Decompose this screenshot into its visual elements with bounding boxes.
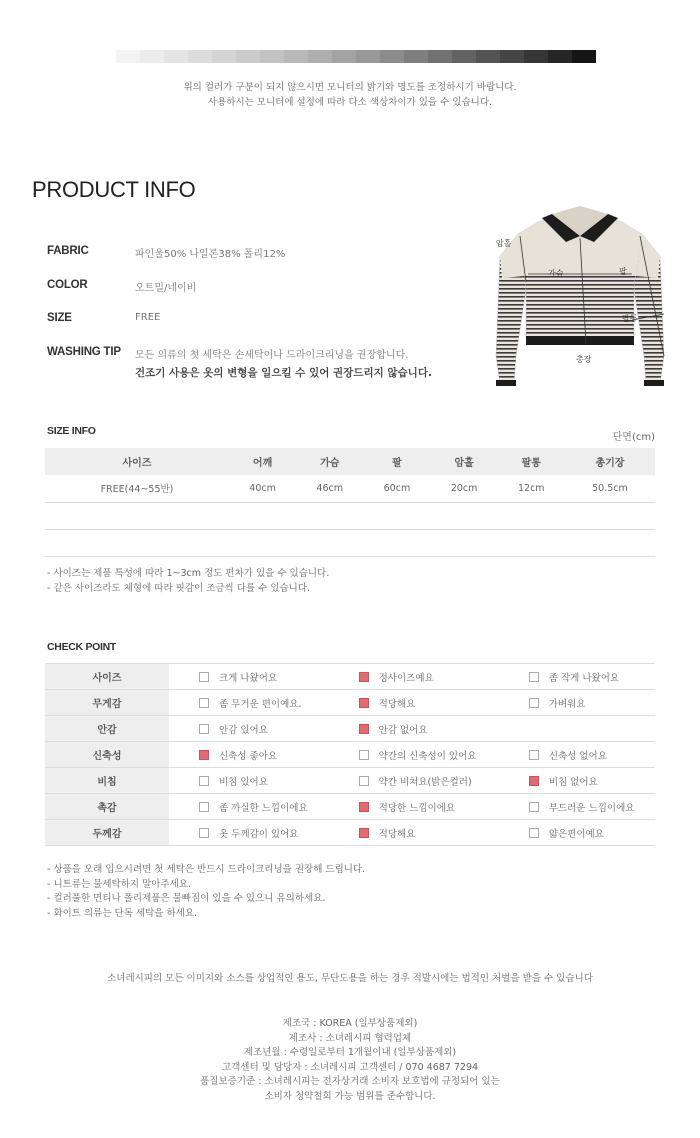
check-option (169, 820, 329, 846)
check-option (169, 664, 329, 690)
checkbox-icon (529, 802, 539, 812)
gradient-swatch (308, 50, 332, 63)
color-value: 오트밀/네이비 (135, 283, 197, 294)
checkbox-icon (199, 776, 209, 786)
size-col-sleeve: 팔통 (498, 448, 565, 475)
check-row (45, 794, 655, 820)
size-col-arm: 팔 (363, 448, 430, 475)
check-option-label: 적당해요 (378, 828, 416, 840)
checkbox-icon (199, 828, 209, 838)
checkbox-icon (199, 698, 209, 708)
check-option-label: 부드러운 느낌이에요 (548, 802, 635, 814)
check-row-label: 신축성 (45, 742, 169, 768)
diagram-label-armhole: 암홀 (496, 239, 512, 248)
diagram-label-chest: 가슴 (548, 269, 564, 278)
checkbox-icon (199, 802, 209, 812)
size-cell: 12cm (498, 475, 565, 502)
check-option (169, 794, 329, 820)
check-option-label: 정사이즈예요 (378, 672, 434, 684)
check-option-label: 얇은편이예요 (548, 828, 604, 840)
check-option (329, 820, 499, 846)
check-option (499, 794, 655, 820)
size-cell: FREE(44~55반) (45, 475, 229, 502)
gradient-swatch (548, 50, 572, 63)
table-row (45, 475, 655, 502)
checkbox-icon (359, 776, 369, 786)
checkbox-icon (359, 802, 369, 812)
copyright-notice: 소녀레시피의 모든 이미지와 소스를 상업적인 용도, 무단도용을 하는 경우 적발시에는 법적인 처벌을 받을 수 있습니다 (107, 973, 593, 984)
check-option (499, 664, 655, 690)
check-option-label: 크게 나왔어요 (219, 672, 278, 684)
check-option (329, 742, 499, 768)
check-row (45, 742, 655, 768)
care-note-1: - 상품을 오래 입으시려면 첫 세탁은 반드시 드라이크리닝을 권장해 드립니다. (47, 864, 366, 875)
check-option (499, 716, 655, 742)
check-row-label: 촉감 (45, 794, 169, 820)
footer-line: 소비자 청약철회 가능 범위를 준수합니다. (264, 1090, 436, 1102)
gradient-swatch (212, 50, 236, 63)
gradient-swatch (116, 50, 140, 63)
color-label: COLOR (47, 279, 88, 291)
monitor-notice-line1: 위의 컬러가 구분이 되지 않으시면 모니터의 밝기와 명도를 조정하시기 바랍니다. (183, 82, 517, 93)
gradient-swatch (356, 50, 380, 63)
check-option (169, 742, 329, 768)
check-option-label: 안감 있어요 (219, 724, 268, 736)
check-row-label: 두께감 (45, 820, 169, 846)
diagram-label-arm: 팔 (619, 267, 627, 276)
check-option-label: 좀 까실한 느낌이에요 (219, 802, 308, 814)
divider (45, 556, 655, 557)
check-row (45, 664, 655, 690)
care-notes (47, 863, 365, 921)
size-col-armhole: 암홀 (431, 448, 498, 475)
check-option (329, 716, 499, 742)
care-note-3: - 컬러풀한 면티나 폴리제품은 물빠짐이 있을 수 있으니 유의하세요. (47, 893, 326, 904)
brightness-gradient-bar (116, 50, 596, 63)
checkbox-icon (199, 750, 209, 760)
washing-label: WASHING TIP (47, 346, 121, 358)
size-cell: 60cm (363, 475, 430, 502)
check-option-label: 옷 두께감이 있어요 (219, 828, 299, 840)
check-option (169, 690, 329, 716)
size-cell: 50.5cm (565, 475, 655, 502)
size-notes (47, 567, 329, 596)
gradient-swatch (188, 50, 212, 63)
divider (45, 529, 655, 530)
checkbox-icon (529, 698, 539, 708)
size-cell: 20cm (431, 475, 498, 502)
check-option (169, 716, 329, 742)
check-row-label: 무게감 (45, 690, 169, 716)
check-option (329, 664, 499, 690)
check-row-label: 안감 (45, 716, 169, 742)
check-row (45, 716, 655, 742)
diagram-label-length: 총장 (576, 355, 592, 364)
gradient-swatch (476, 50, 500, 63)
size-col-size: 사이즈 (45, 448, 229, 475)
checkbox-icon (199, 724, 209, 734)
size-col-chest: 가슴 (296, 448, 363, 475)
washing-value-1: 모든 의류의 첫 세탁은 손세탁이나 드라이크리닝을 권장합니다. (135, 350, 409, 361)
check-option (499, 768, 655, 794)
size-label: SIZE (47, 312, 72, 324)
gradient-swatch (140, 50, 164, 63)
check-option (499, 690, 655, 716)
checkbox-icon (529, 776, 539, 786)
check-option-label: 비침 없어요 (548, 776, 598, 788)
check-option-label: 약간의 신축성이 있어요 (378, 750, 477, 762)
check-option (499, 820, 655, 846)
check-row (45, 690, 655, 716)
check-row-label: 사이즈 (45, 664, 169, 690)
checkbox-icon (529, 828, 539, 838)
size-info-title: SIZE INFO (47, 425, 96, 437)
gradient-swatch (380, 50, 404, 63)
check-option (499, 742, 655, 768)
color-row (47, 279, 196, 294)
check-option (329, 768, 499, 794)
gradient-swatch (524, 50, 548, 63)
care-note-4: - 화이트 의류는 단독 세탁을 하세요. (47, 907, 198, 919)
checkbox-icon (199, 672, 209, 682)
care-note-2: - 니트류는 물세탁하지 말아주세요. (47, 878, 191, 890)
check-option-label: 적당해요 (378, 698, 416, 710)
size-cell: 40cm (229, 475, 296, 502)
size-cell: 46cm (296, 475, 363, 502)
gradient-swatch (404, 50, 428, 63)
check-option (169, 768, 329, 794)
size-value: FREE (135, 312, 161, 323)
check-option-label: 신축성 없어요 (548, 750, 607, 762)
footer-line: 제조국 : KOREA (일부상품제외) (282, 1018, 418, 1029)
check-option-label: 비침 있어요 (219, 776, 268, 788)
washing-row (47, 346, 408, 361)
size-note-2: - 같은 사이즈라도 체형에 따라 핏감이 조금씩 다를 수 있습니다. (47, 582, 311, 594)
washing-value-2: 건조기 사용은 옷의 변형을 일으킬 수 있어 권장드리지 않습니다. (135, 367, 432, 379)
checkbox-icon (359, 724, 369, 734)
check-option-label: 약간 비쳐요(밝은컬러) (378, 776, 472, 788)
size-col-length: 총기장 (565, 448, 655, 475)
size-unit: 단면(cm) (612, 432, 655, 443)
check-option (329, 690, 499, 716)
check-option-label: 좀 작게 나왔어요 (548, 672, 620, 684)
gradient-swatch (500, 50, 524, 63)
footer-line: 고객센터 및 담당자 : 소녀레시피 고객센터 / 070 4687 7294 (221, 1061, 479, 1073)
gradient-swatch (236, 50, 260, 63)
fabric-row (47, 245, 285, 260)
fabric-value: 파인울50% 나일론38% 폴리12% (135, 249, 286, 260)
check-row (45, 820, 655, 846)
check-option-label: 가벼워요 (548, 698, 586, 710)
monitor-notice (0, 80, 700, 110)
footer-line: 제조사 : 소녀레시피 협력업체 (288, 1032, 412, 1044)
check-row (45, 768, 655, 794)
size-row (47, 312, 160, 324)
check-option (329, 794, 499, 820)
check-option-label: 좀 무거운 편이예요. (219, 698, 302, 710)
size-table-header (45, 448, 655, 475)
gradient-swatch (164, 50, 188, 63)
monitor-notice-line2: 사용하시는 모니터에 설정에 따라 다소 색상차이가 있을 수 있습니다. (207, 97, 493, 108)
check-row-label: 비침 (45, 768, 169, 794)
page-title: PRODUCT INFO (32, 177, 196, 202)
footer-line: 품질보증기준 : 소녀레시피는 전자상거래 소비자 보호법에 규정되어 있는 (200, 1076, 500, 1087)
sweater-diagram (490, 196, 670, 396)
checkbox-icon (359, 828, 369, 838)
gradient-swatch (428, 50, 452, 63)
check-option-label: 적당한 느낌이에요 (378, 802, 456, 814)
size-col-shoulder: 어깨 (229, 448, 296, 475)
gradient-swatch (260, 50, 284, 63)
check-option-label: 안감 없어요 (378, 724, 428, 736)
gradient-swatch (284, 50, 308, 63)
check-point-title: CHECK POINT (47, 641, 117, 653)
gradient-swatch (572, 50, 596, 63)
checkbox-icon (359, 750, 369, 760)
checkbox-icon (359, 698, 369, 708)
size-note-1: - 사이즈는 제품 특성에 따라 1~3cm 정도 편차가 있을 수 있습니다. (47, 568, 330, 579)
check-option-label: 신축성 좋아요 (219, 750, 278, 762)
fabric-label: FABRIC (47, 245, 89, 257)
checkbox-icon (529, 750, 539, 760)
gradient-swatch (452, 50, 476, 63)
size-table (45, 448, 655, 503)
gradient-swatch (332, 50, 356, 63)
footer-info (0, 1017, 700, 1104)
check-point-table (45, 663, 655, 846)
checkbox-icon (529, 672, 539, 682)
checkbox-icon (359, 672, 369, 682)
footer-line: 제조년월 : 수령일로부터 1개월이내 (일부상품제외) (243, 1047, 457, 1058)
diagram-label-sleeve: 팔통 (622, 314, 638, 323)
